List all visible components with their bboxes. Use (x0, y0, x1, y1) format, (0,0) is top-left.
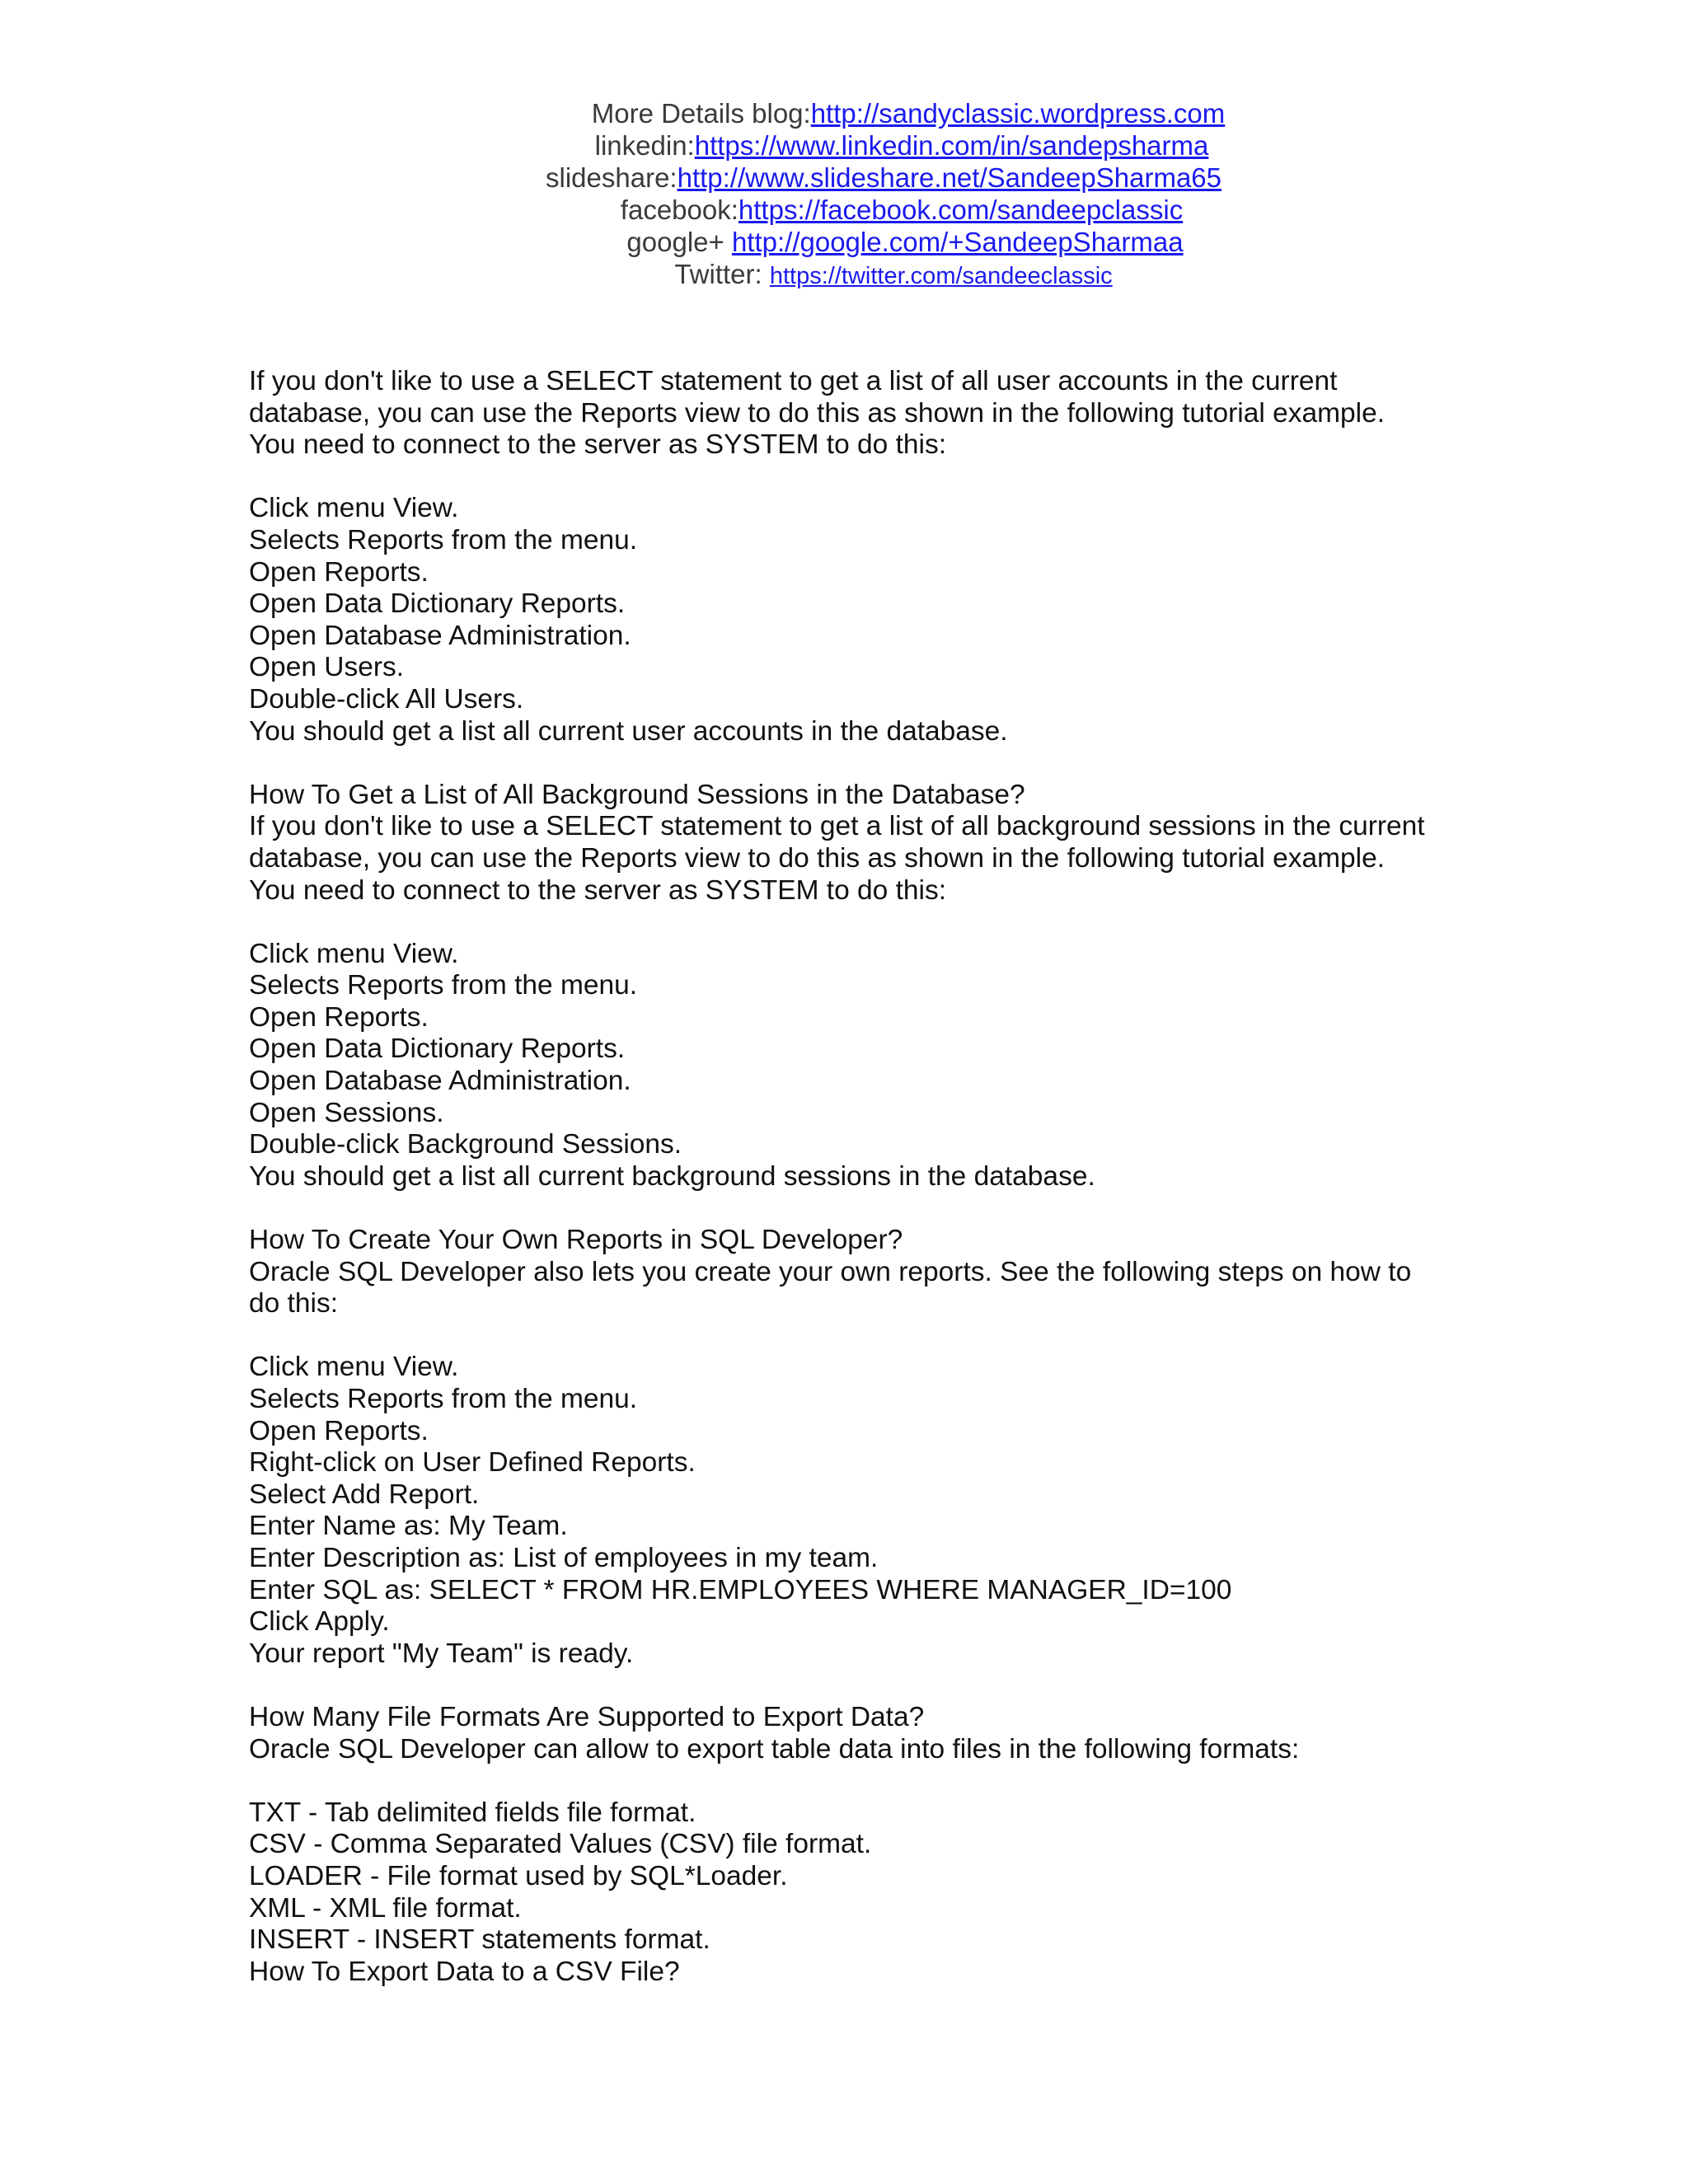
text-line: How To Export Data to a CSV File? (249, 1956, 680, 1987)
twitter-label: Twitter: (674, 259, 770, 289)
text-line: If you don't like to use a SELECT statement to get a list of all user accounts in the current (249, 366, 1338, 396)
blank-line (249, 907, 1452, 939)
blank-line (249, 1193, 1452, 1225)
text-line: Click menu View. (249, 1352, 459, 1383)
blog-label: More Details blog: (591, 98, 811, 129)
text-line: TXT - Tab delimited fields file format. (249, 1797, 696, 1828)
google-plus-link-row (61, 226, 1688, 258)
text-line: Enter SQL as: SELECT * FROM HR.EMPLOYEES WHERE MANAGER_ID=100 (249, 1574, 1232, 1605)
text-line: How Many File Formats Are Supported to Export Data? (249, 1701, 925, 1732)
linkedin-link-row (58, 129, 1688, 162)
text-line: You need to connect to the server as SYSTEM to do this: (249, 429, 947, 461)
text-line: Open Sessions. (249, 1097, 444, 1128)
text-line: How To Create Your Own Reports in SQL Developer? (249, 1225, 903, 1256)
linkedin-link[interactable]: https://www.linkedin.com/in/sandepsharma (694, 130, 1209, 161)
text-line: Oracle SQL Developer also lets you create your own reports. See the following steps on how to (249, 1256, 1412, 1287)
text-line: Selects Reports from the menu. (249, 1384, 638, 1414)
text-line: do this: (249, 1288, 339, 1319)
text-line: Selects Reports from the menu. (249, 970, 638, 1001)
text-line: Oracle SQL Developer can allow to export table data into files in the following formats: (249, 1733, 1300, 1765)
google-plus-label: google+ (626, 227, 732, 257)
blank-line (249, 462, 1452, 494)
blank-line (249, 748, 1452, 780)
text-line: Open Data Dictionary Reports. (249, 588, 626, 620)
slideshare-link-row (40, 162, 1688, 194)
twitter-link-row (49, 258, 1688, 293)
text-line: Enter Name as: My Team. (249, 1511, 568, 1542)
text-line: Enter Description as: List of employees in my team. (249, 1542, 879, 1573)
text-line: Open Reports. (249, 1001, 429, 1033)
linkedin-label: linkedin: (594, 130, 695, 161)
twitter-link[interactable]: https://twitter.com/sandeeclassic (769, 263, 1113, 289)
text-line: Click Apply. (249, 1606, 390, 1638)
facebook-label: facebook: (620, 194, 738, 225)
text-line: Open Database Administration. (249, 1066, 631, 1097)
text-line: Your report "My Team" is ready. (249, 1638, 634, 1669)
blank-line (249, 1320, 1452, 1352)
slideshare-label: slideshare: (546, 162, 678, 193)
text-line: Selects Reports from the menu. (249, 524, 638, 555)
blog-link[interactable]: http://sandyclassic.wordpress.com (810, 98, 1226, 129)
text-line: Open Data Dictionary Reports. (249, 1033, 626, 1065)
google-plus-link[interactable]: http://google.com/+SandeepSharmaa (731, 227, 1184, 257)
text-line: If you don't like to use a SELECT statement to get a list of all background sessions in the current (249, 811, 1425, 842)
text-line: Open Reports. (249, 556, 429, 588)
text-line: XML - XML file format. (249, 1892, 522, 1924)
facebook-link-row (58, 194, 1688, 226)
text-line: Double-click All Users. (249, 683, 524, 715)
text-line: You should get a list all current background sessions in the database. (249, 1160, 1095, 1192)
text-line: database, you can use the Reports view to do this as shown in the following tutorial example. (249, 397, 1386, 429)
text-line: Open Reports. (249, 1415, 429, 1446)
facebook-link[interactable]: https://facebook.com/sandeepclassic (738, 194, 1184, 225)
contact-links-header (0, 97, 1688, 293)
text-line: You should get a list all current user accounts in the database. (249, 715, 1008, 747)
text-line: Right-click on User Defined Reports. (249, 1447, 696, 1479)
blank-line (249, 1670, 1452, 1702)
text-line: How To Get a List of All Background Sessions in the Database? (249, 779, 1025, 810)
text-line: Click menu View. (249, 493, 459, 524)
text-line: You need to connect to the server as SYSTEM to do this: (249, 874, 947, 906)
slideshare-link[interactable]: http://www.slideshare.net/SandeepSharma65 (677, 162, 1221, 193)
text-line: Open Database Administration. (249, 620, 631, 651)
text-line: Click menu View. (249, 938, 459, 969)
blog-link-row (64, 97, 1688, 129)
document-body (249, 366, 1452, 1988)
text-line: Select Add Report. (249, 1479, 480, 1510)
text-line: Open Users. (249, 652, 405, 683)
text-line: LOADER - File format used by SQL*Loader. (249, 1860, 788, 1891)
blank-line (249, 1765, 1452, 1797)
text-line: Double-click Background Sessions. (249, 1129, 682, 1160)
text-line: INSERT - INSERT statements format. (249, 1924, 710, 1956)
text-line: CSV - Comma Separated Values (CSV) file format. (249, 1829, 872, 1860)
text-line: database, you can use the Reports view to do this as shown in the following tutorial example. (249, 842, 1386, 874)
